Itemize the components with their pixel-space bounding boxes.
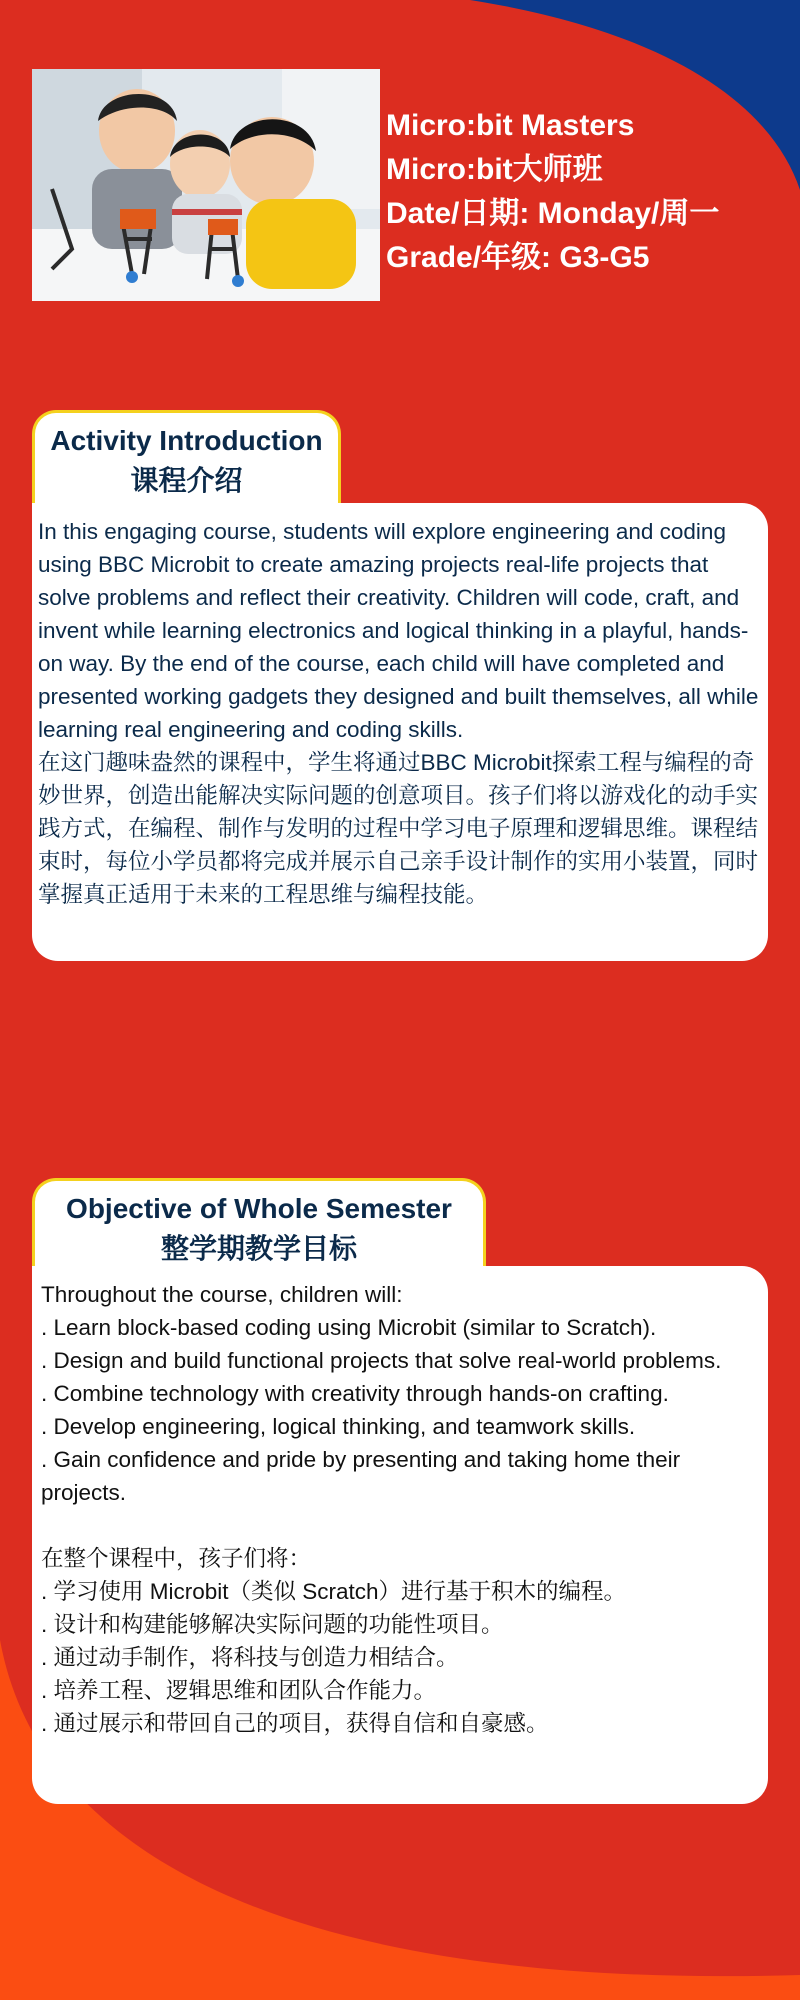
activity-introduction-tab: [32, 410, 341, 510]
activity-body-zh: 在这门趣味盎然的课程中，学生将通过BBC Microbit探索工程与编程的奇妙世界，创造出能解决实际问题的创意项目。孩子们将以游戏化的动手实践方式，在编程、制作与发明的过程中学习电子原理和逻辑思维。课程结束时，每位小学员都将完成并展示自己亲手设计制作的实用小装置，同时掌握真正适用于未来的工程思维与编程技能。: [38, 750, 759, 907]
kids-robot-photo: [32, 69, 380, 301]
list-item: . 通过动手制作，将科技与创造力相结合。: [41, 1645, 459, 1670]
objective-title-en: Objective of Whole Semester: [66, 1193, 452, 1224]
course-header: [386, 104, 796, 280]
list-item: . 学习使用 Microbit（类似 Scratch）进行基于积木的编程。: [41, 1579, 627, 1604]
activity-introduction-card: [32, 503, 768, 961]
course-title-en: Micro:bit Masters: [386, 109, 635, 142]
activity-title-zh: 课程介绍: [130, 465, 243, 496]
list-item: . Learn block-based coding using Microbit (similar to Scratch).: [41, 1315, 657, 1340]
course-title-zh: Micro:bit大师班: [386, 153, 603, 186]
list-item: . Combine technology with creativity through hands-on crafting.: [41, 1381, 669, 1406]
objective-card: [32, 1266, 768, 1804]
objective-intro-zh: 在整个课程中，孩子们将：: [41, 1546, 312, 1571]
course-date: Date/日期: Monday/周一: [386, 197, 720, 230]
list-item: . Gain confidence and pride by presenting and taking home their projects.: [41, 1447, 681, 1505]
objective-title-zh: 整学期教学目标: [160, 1233, 357, 1264]
list-item: . 通过展示和带回自己的项目，获得自信和自豪感。: [41, 1711, 549, 1736]
activity-body-en: In this engaging course, students will explore engineering and coding using BBC Microbit to create amazing projects real-life projects that solve problems and reflect their creativity. Children will code, craft, and invent while learning electronics and logical thinking in a playful, hands-on way. By the end of the course, each child will have completed and presented working gadgets they designed and built themselves, all while learning real engineering and coding skills.: [38, 519, 759, 742]
objective-intro-en: Throughout the course, children will:: [41, 1282, 403, 1307]
list-item: . Develop engineering, logical thinking, and teamwork skills.: [41, 1414, 636, 1439]
list-item: . 培养工程、逻辑思维和团队合作能力。: [41, 1678, 437, 1703]
list-item: . Design and build functional projects that solve real-world problems.: [41, 1348, 722, 1373]
list-item: . 设计和构建能够解决实际问题的功能性项目。: [41, 1612, 504, 1637]
course-grade: Grade/年级: G3-G5: [386, 241, 650, 274]
spacer: [41, 1509, 760, 1542]
objective-tab: [32, 1178, 486, 1278]
activity-title-en: Activity Introduction: [50, 425, 323, 456]
